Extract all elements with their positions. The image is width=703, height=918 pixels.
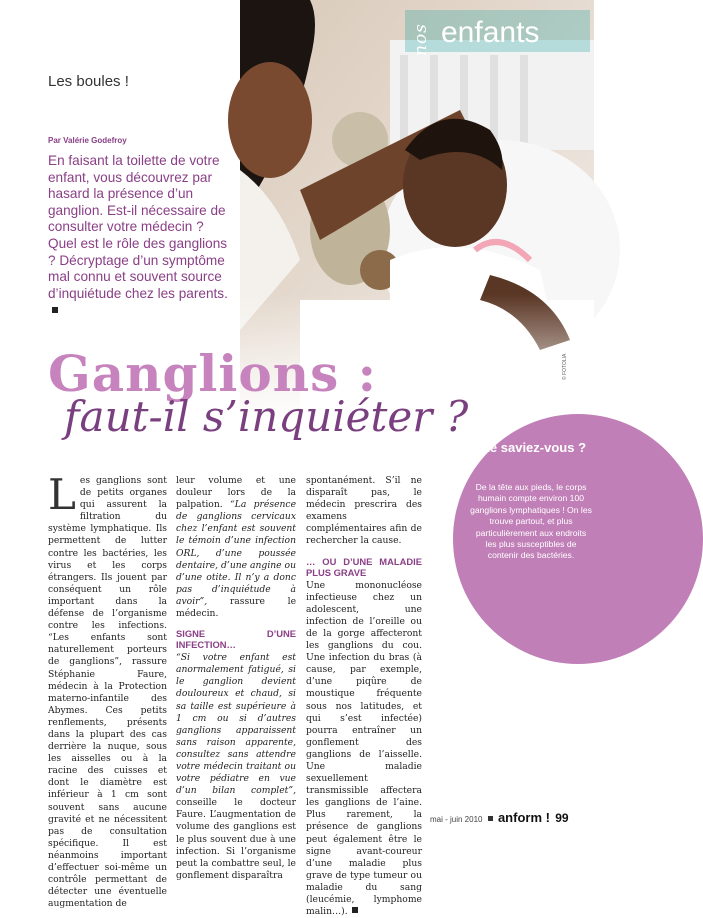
sidebar-body: De la tête aux pieds, le corps humain compte environ 100 ganglions lymphatiques ! On les trouve partout, et plus particulièrement aux endroits les plus susceptibles de contenir des bactéries. <box>470 482 592 561</box>
intro-text: En faisant la toilette de votre enfant, vous découvrez par hasard la présence d’un ganglion. Est-il nécessaire de consulter votre médecin ? Quel est le rôle des ganglions ? Décryptage d’un symptôme mal connu et souvent source d’inquiétude chez les parents. <box>48 153 228 301</box>
column-1-text: es ganglions sont de petits organes qui assurent la filtration du système lymphatique. Ils permettent de lutter contre les bactéries, les virus et les corps étrangers. Ils jouent par conséquent un rôle important dans la défense de l’organisme contre les infections. “Les enfants sont naturellement porteurs de ganglions”, rassure Stéphanie Faure, médecin à la Protection materno-infantile des Abymes. Ces petits renflements, présents dans la plupart des cas derrière la nuque, sous les aisselles ou à la racine des cuisses et dont le diamètre est inférieur à 1 cm sont souvent sans aucune gravité et ne nécessitent pas de consultation spécifique. Il est néanmoins important d’effectuer soi-même un contrôle permettant de détecter une éventuelle augmentation de <box>48 475 167 910</box>
page-number: 99 <box>555 811 569 825</box>
article-column-3 <box>306 475 422 918</box>
column-3-text-b: Une mononucléose infectieuse chez un adolescent, une infection de l’oreille ou de la gorge affecteront les ganglions du cou. Une infection du bras (à cause, par exemple, d’une piqûre de moustique fréquente sous nos latitudes, et qui s’est infectée) pourra entraîner un gonflement des ganglions de l’aisselle. Une maladie sexuellement transmissible affectera les ganglions de l’aine. Plus rarement, la présence de ganglions peut également être le signe avant-coureur d’une maladie plus grave de type tumeur ou maladie du sang (leucémie, lymphome malin…). <box>306 579 422 918</box>
headline-line-1: Ganglions : <box>48 344 378 403</box>
column-3-text-a: spontanément. S’il ne disparaît pas, le médecin prescrira des examens complémentaires afin de rechercher la cause. <box>306 475 422 547</box>
headline-line-2: faut-il s’inquiéter ? <box>64 392 469 441</box>
column-2-text-c: conseille le docteur Faure. L’augmentation de volume des ganglions est le plus souvent due à une infection. Si l’organisme peut la combattre seul, le gonflement disparaîtra <box>176 797 296 881</box>
section-rubric <box>405 10 590 56</box>
kicker: Les boules ! <box>48 73 129 90</box>
footer-magazine: anform ! <box>497 810 550 825</box>
article-column-2 <box>176 475 296 882</box>
drop-cap: L <box>48 470 76 519</box>
byline: Par Valérie Godefroy <box>48 136 127 145</box>
end-square-icon <box>352 907 358 913</box>
rubric-enfants: enfants <box>441 16 540 49</box>
intro-paragraph <box>48 153 233 319</box>
quote-1: “La présence de ganglions cervicaux chez l’enfant est souvent le témoin d’une infection ORL, d’une poussée dentaire, d’une angine ou d’une otite. Il n’y a donc pas d’inquiétude à avoir”, <box>176 499 297 607</box>
page-footer <box>430 810 569 825</box>
end-square-icon <box>52 307 58 313</box>
footer-square-icon <box>488 816 493 821</box>
column-2-text-a: leur volume et une douleur lors de la palpation. <box>176 475 296 511</box>
photo-credit: © FOTOLIA <box>562 353 568 380</box>
footer-date: mai - juin 2010 <box>430 815 483 824</box>
subheading-1: SIGNE D’UNE INFECTION… <box>176 628 296 651</box>
quote-2: “Si votre enfant est anormalement fatigué, si le ganglion devient douloureux et chaud, si sa taille est supérieure à 1 cm ou si d’autres ganglions apparaissent sans raison apparente, consultez sans attendre votre médecin traitant ou votre pédiatre en vue d’un bilan complet”, <box>176 652 296 797</box>
article-column-1 <box>48 470 167 910</box>
subheading-2: … OU D’UNE MALADIE PLUS GRAVE <box>306 555 422 578</box>
rubric-nos: nos <box>411 23 431 56</box>
sidebar-title: Le saviez-vous ? <box>481 440 587 455</box>
column-2-text-b: rassure le médecin. <box>176 595 297 620</box>
